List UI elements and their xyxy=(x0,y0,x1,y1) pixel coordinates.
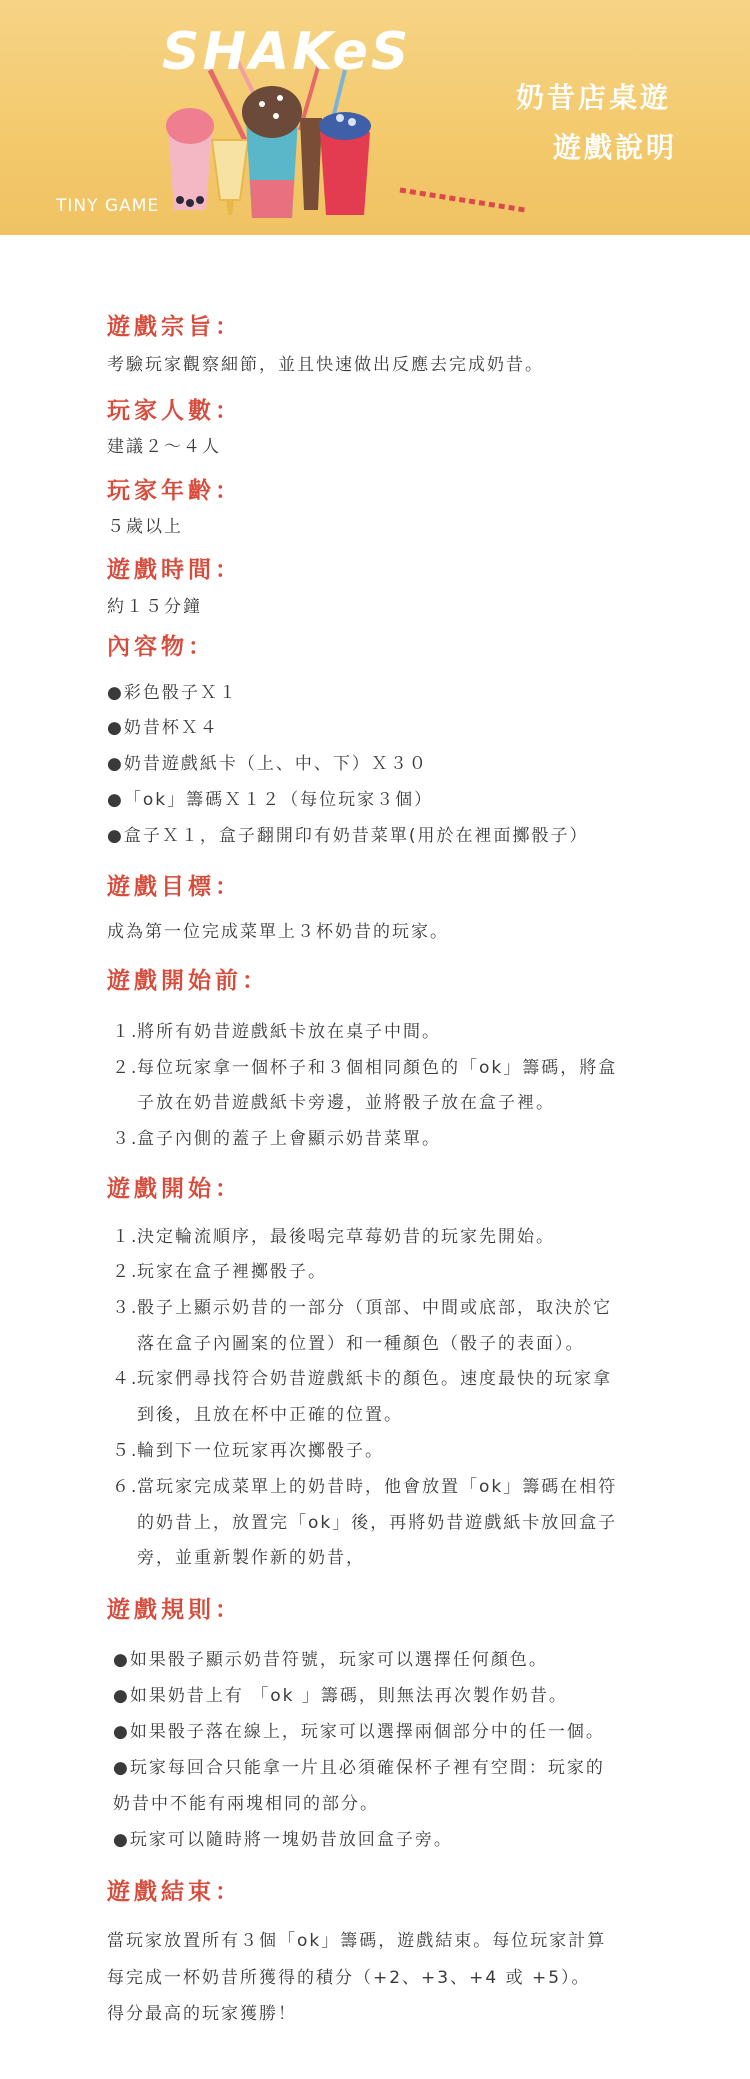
setup-step-number: １. xyxy=(112,1022,139,1042)
brand-label: TINY GAME xyxy=(56,196,160,216)
goal-text: 成為第一位完成菜單上３杯奶昔的玩家。 xyxy=(107,922,449,942)
players-heading: 玩家人數： xyxy=(107,398,242,424)
setup-step-text: 盒子內側的蓋子上會顯示奶昔菜單。 xyxy=(137,1129,441,1149)
play-step-text: 玩家在盒子裡擲骰子。 xyxy=(137,1262,327,1282)
rule-item: ●如果奶昔上有 「ok 」籌碼，則無法再次製作奶昔。 xyxy=(113,1686,568,1706)
contents-heading: 內容物： xyxy=(107,634,215,660)
play-step-number: １. xyxy=(112,1227,139,1247)
contents-item: ●奶昔遊戲紙卡（上、中、下）Ｘ３０ xyxy=(107,754,428,774)
play-step-number: ６. xyxy=(112,1477,139,1497)
purpose-text: 考驗玩家觀察細節，並且快速做出反應去完成奶昔。 xyxy=(107,355,544,375)
setup-step-text: 每位玩家拿一個杯子和３個相同顏色的「ok」籌碼，將盒 xyxy=(137,1058,618,1078)
end-text: 當玩家放置所有３個「ok」籌碼，遊戲結束。每位玩家計算 xyxy=(107,1931,607,1951)
play-step-text: 玩家們尋找符合奶昔遊戲紙卡的顏色。速度最快的玩家拿 xyxy=(137,1369,612,1389)
end-text: 得分最高的玩家獲勝！ xyxy=(107,2004,297,2024)
play-step-text: 決定輪流順序，最後喝完草莓奶昔的玩家先開始。 xyxy=(137,1227,555,1247)
age-text: ５歲以上 xyxy=(107,517,183,537)
rule-item: ●玩家可以隨時將一塊奶昔放回盒子旁。 xyxy=(113,1830,453,1850)
setup-step-text: 子放在奶昔遊戲紙卡旁邊，並將骰子放在盒子裡。 xyxy=(137,1093,555,1113)
play-step-number: ３. xyxy=(112,1298,139,1318)
play-step-number: ２. xyxy=(112,1262,139,1282)
setup-step-number: ３. xyxy=(112,1129,139,1149)
time-heading: 遊戲時間： xyxy=(107,557,242,583)
end-heading: 遊戲結束： xyxy=(107,1879,242,1905)
players-text: 建議２～４人 xyxy=(107,437,221,457)
time-text: 約１５分鐘 xyxy=(107,597,202,617)
rules-heading: 遊戲規則： xyxy=(107,1597,242,1623)
play-step-text: 旁，並重新製作新的奶昔， xyxy=(137,1548,365,1568)
setup-step-text: 將所有奶昔遊戲紙卡放在桌子中間。 xyxy=(137,1022,441,1042)
shakes-logo: SHAKeS xyxy=(162,22,412,82)
play-step-text: 的奶昔上，放置完「ok」後，再將奶昔遊戲紙卡放回盒子 xyxy=(137,1513,618,1533)
contents-item: ●彩色骰子Ｘ１ xyxy=(107,683,238,703)
header-title-line2: 遊戲說明 xyxy=(553,131,678,164)
setup-step-number: ２. xyxy=(112,1058,139,1078)
contents-item: ●「ok」籌碼Ｘ１２（每位玩家３個） xyxy=(107,790,434,810)
purpose-heading: 遊戲宗旨： xyxy=(107,314,242,340)
play-heading: 遊戲開始： xyxy=(107,1176,242,1202)
play-step-text: 落在盒子內圖案的位置）和一種顏色（骰子的表面）。 xyxy=(137,1334,585,1354)
goal-heading: 遊戲目標： xyxy=(107,874,242,900)
rule-item: 奶昔中不能有兩塊相同的部分。 xyxy=(113,1794,379,1814)
rule-item: ●玩家每回合只能拿一片且必須確保杯子裡有空間：玩家的 xyxy=(113,1758,605,1778)
contents-item: ●盒子Ｘ１，盒子翻開印有奶昔菜單(用於在裡面擲骰子） xyxy=(107,826,589,846)
play-step-text: 到後，且放在杯中正確的位置。 xyxy=(137,1405,403,1425)
setup-heading: 遊戲開始前： xyxy=(107,968,269,994)
play-step-text: 輪到下一位玩家再次擲骰子。 xyxy=(137,1441,384,1461)
age-heading: 玩家年齡： xyxy=(107,478,242,504)
rule-item: ●如果骰子落在線上，玩家可以選擇兩個部分中的任一個。 xyxy=(113,1722,605,1742)
play-step-number: ５. xyxy=(112,1441,139,1461)
play-step-text: 骰子上顯示奶昔的一部分（頂部、中間或底部，取決於它 xyxy=(137,1298,612,1318)
rule-item: ●如果骰子顯示奶昔符號，玩家可以選擇任何顏色。 xyxy=(113,1650,548,1670)
header-title-line1: 奶昔店桌遊 xyxy=(516,81,672,114)
play-step-number: ４. xyxy=(112,1369,139,1389)
contents-item: ●奶昔杯Ｘ４ xyxy=(107,718,219,738)
end-text: 每完成一杯奶昔所獲得的積分（+2、+3、+4 或 +5）。 xyxy=(107,1968,591,1988)
play-step-text: 當玩家完成菜單上的奶昔時，他會放置「ok」籌碼在相符 xyxy=(137,1477,618,1497)
